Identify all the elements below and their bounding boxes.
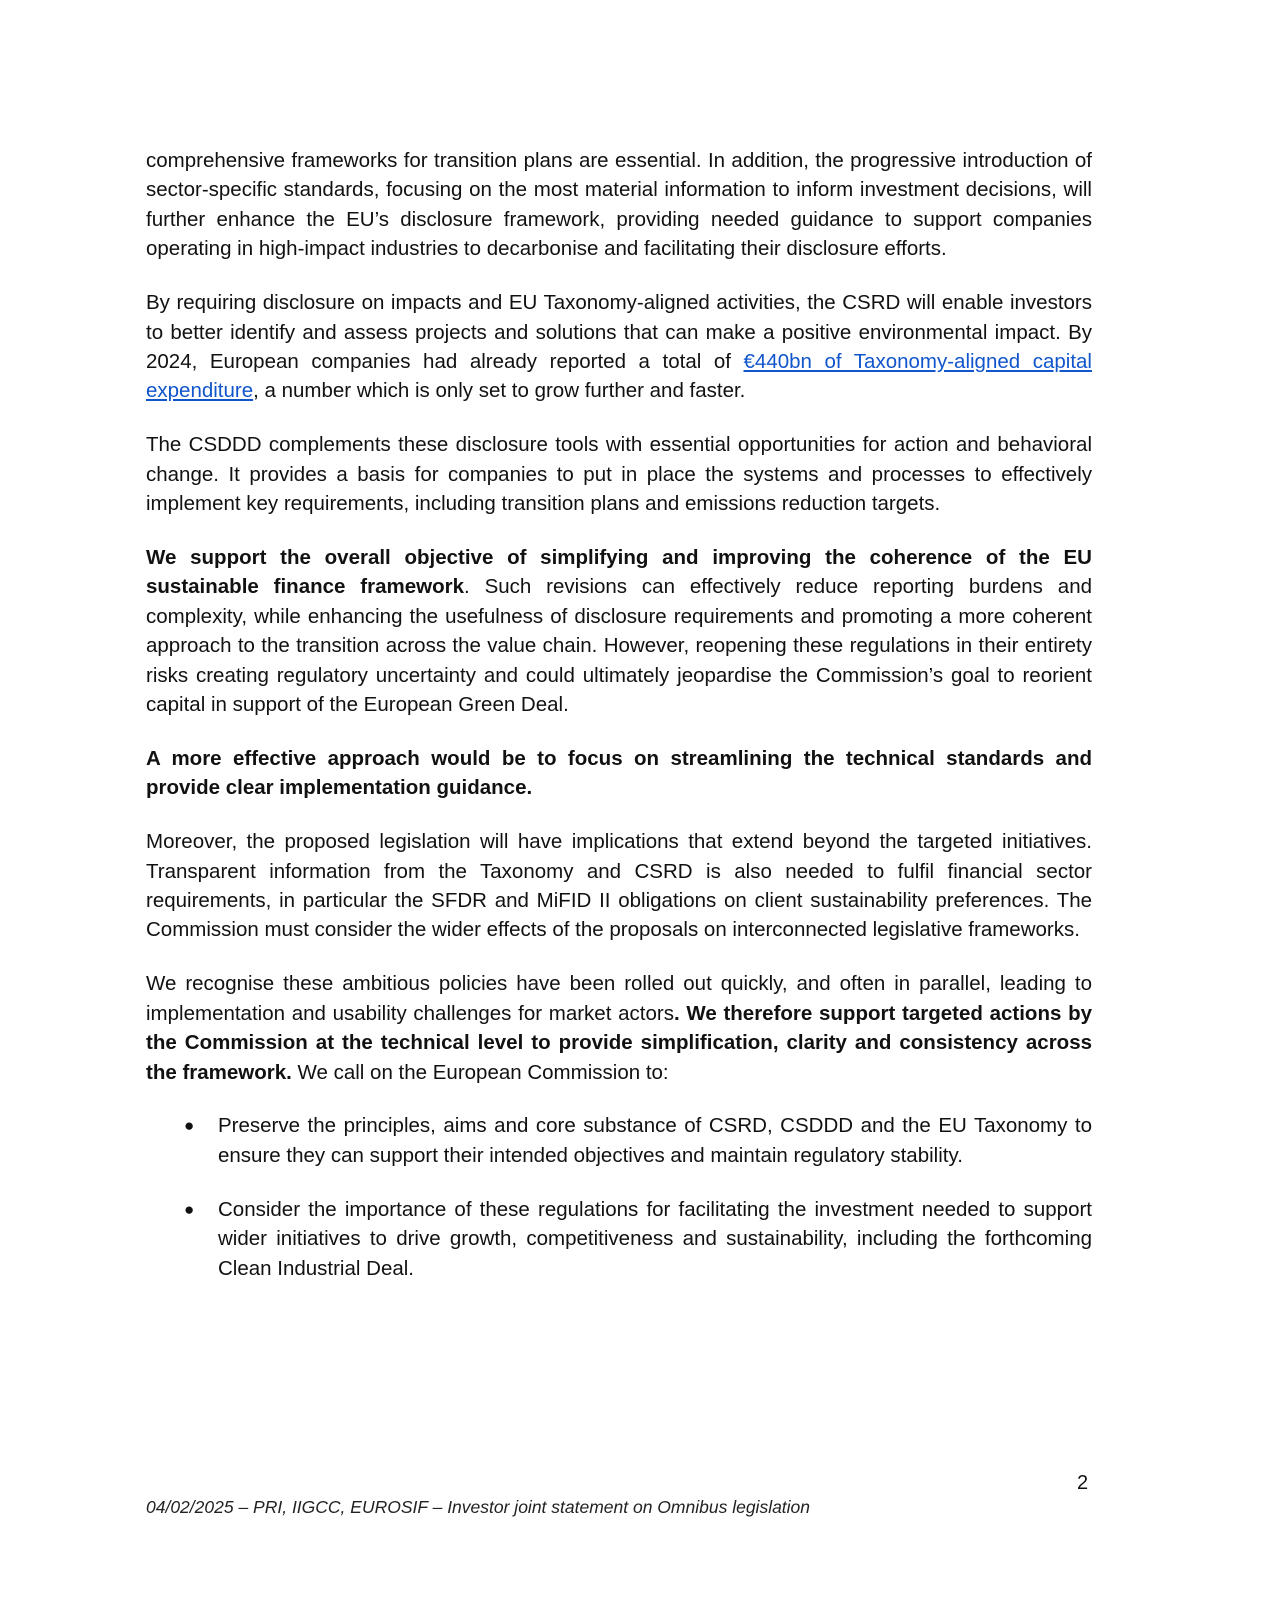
paragraph-csddd: The CSDDD complements these disclosure tools with essential opportunities for action and behavioral change. It provides a basis for companies to put in place the systems and processes to effectively implement key requirements, including transition plans and emissions reduction targets. xyxy=(146,433,1092,516)
paragraph-implications: Moreover, the proposed legislation will have implications that extend beyond the targeted initiatives. Transparent information from the Taxonomy and CSRD is also needed to fulfil financial sector requirements, in particular the SFDR and MiFID II obligations on client sustainability preferences. The Commission must consider the wider effects of the proposals on interconnected legislative frameworks. xyxy=(146,830,1092,942)
paragraph-call-to-action xyxy=(146,969,1092,1087)
bold-statement: . We therefore support targeted actions by the Commission at the technical level to provide simplification, clarity and consistency across the framework. xyxy=(146,1001,1092,1084)
paragraph-transition-plans: comprehensive frameworks for transition plans are essential. In addition, the progressive introduction of sector-specific standards, focusing on the most material information to inform investment decisions, will further enhance the EU’s disclosure framework, providing needed guidance to support companies operating in high-impact industries to decarbonise and facilitating their disclosure efforts. xyxy=(146,149,1092,261)
paragraph-csrd-taxonomy xyxy=(146,288,1092,406)
paragraph-text: By requiring disclosure on impacts and EU Taxonomy-aligned activities, the CSRD will enable investors to better identify and assess projects and solutions that can make a positive environmental impact. By 2024, European companies had already reported a total of xyxy=(146,291,1092,373)
paragraph-text: . Such revisions can effectively reduce reporting burdens and complexity, while enhancing the usefulness of disclosure requirements and promoting a more coherent approach to the transition across the value chain. However, reopening these regulations in their entirety risks creating regulatory uncertainty and could ultimately jeopardise the Commission’s goal to reorient capital in support of the European Green Deal. xyxy=(146,575,1092,716)
list-item xyxy=(146,1111,1092,1170)
paragraph-text: , a number which is only set to grow further and faster. xyxy=(253,379,746,403)
list-item xyxy=(146,1195,1092,1283)
bullet-icon: ● xyxy=(184,1199,195,1219)
paragraph-text: We recognise these ambitious policies have been rolled out quickly, and often in parallel, leading to implementation and usability challenges for market actors xyxy=(146,972,1092,1025)
document-body xyxy=(146,146,1092,1308)
list-item-text: Preserve the principles, aims and core substance of CSRD, CSDDD and the EU Taxonomy to ensure they can support their intended objectives and maintain regulatory stability. xyxy=(218,1114,1092,1167)
paragraph-effective-approach xyxy=(146,744,1092,803)
bold-statement: We support the overall objective of simplifying and improving the coherence of the EU sustainable finance framework xyxy=(146,545,1092,599)
paragraph-support-objective xyxy=(146,543,1092,719)
page-footer: 04/02/2025 – PRI, IIGCC, EUROSIF – Investor joint statement on Omnibus legislation xyxy=(146,1497,811,1517)
recommendations-list xyxy=(146,1111,1092,1283)
taxonomy-capex-link[interactable]: €440bn of Taxonomy-aligned capital expenditure xyxy=(146,349,1092,403)
bold-statement: A more effective approach would be to focus on streamlining the technical standards and provide clear implementation guidance. xyxy=(146,746,1092,800)
list-item-text: Consider the importance of these regulations for facilitating the investment needed to support wider initiatives to drive growth, competitiveness and sustainability, including the forthcoming Clean Industrial Deal. xyxy=(218,1197,1092,1280)
paragraph-text: We call on the European Commission to: xyxy=(291,1060,669,1084)
page-number: 2 xyxy=(1077,1472,1089,1494)
bullet-icon: ● xyxy=(184,1116,195,1136)
